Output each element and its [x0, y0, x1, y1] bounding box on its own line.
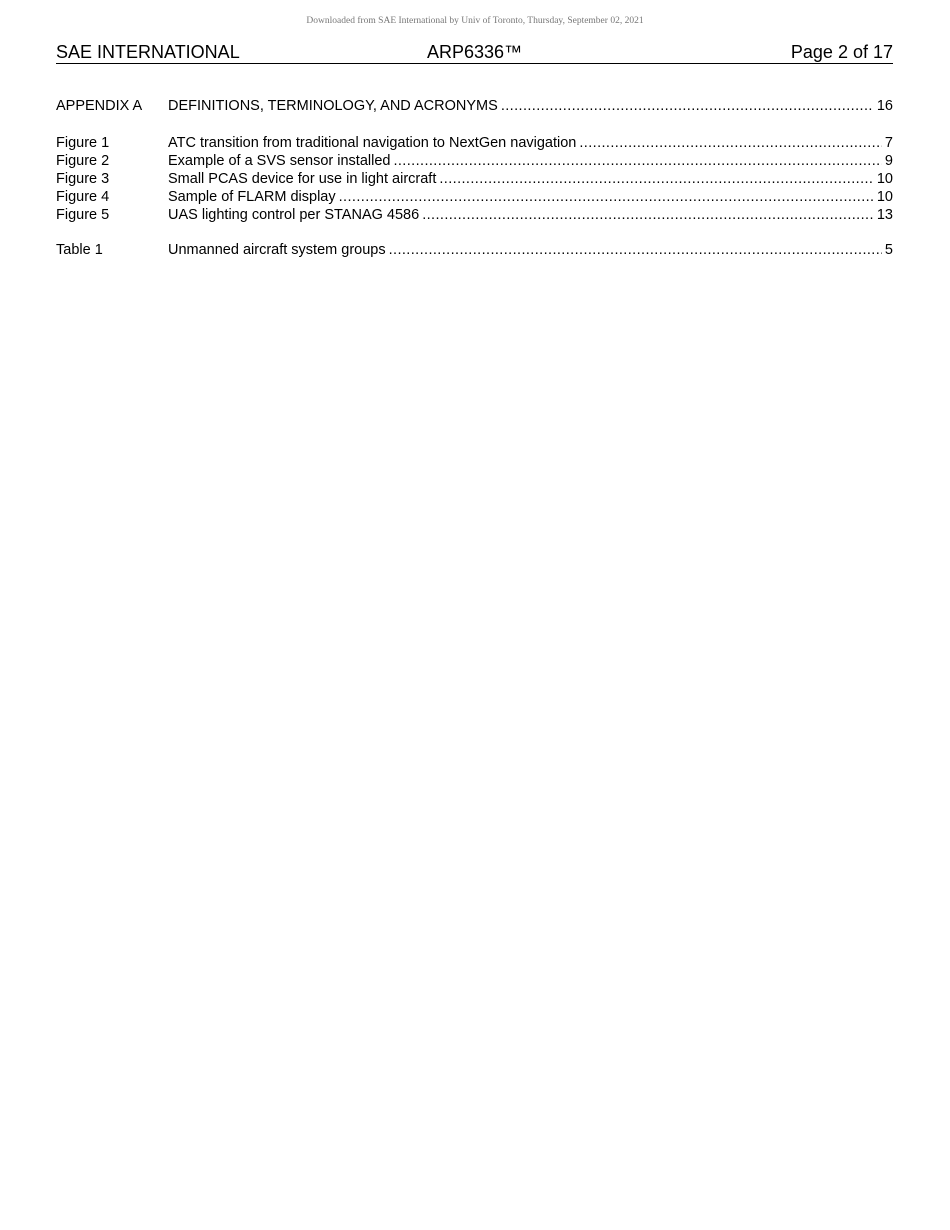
toc-entry-title: Unmanned aircraft system groups — [168, 242, 386, 258]
header-organization: SAE INTERNATIONAL — [56, 42, 240, 62]
toc-entry-page: 7 — [884, 135, 893, 151]
toc-entry[interactable] — [56, 241, 893, 259]
dot-leader — [422, 206, 874, 224]
toc-figures-section — [56, 134, 893, 224]
toc-entry-title: Small PCAS device for use in light aircraft — [168, 171, 437, 187]
toc-entry-label: APPENDIX A — [56, 98, 143, 114]
toc-entry-title: DEFINITIONS, TERMINOLOGY, AND ACRONYMS — [168, 98, 498, 114]
toc-entry[interactable] — [56, 170, 893, 188]
toc-entry-title: ATC transition from traditional navigation to NextGen navigation — [168, 135, 577, 151]
dot-leader — [439, 170, 874, 188]
toc-entry-label: Figure 1 — [56, 135, 110, 151]
download-watermark: Downloaded from SAE International by Univ of Toronto, Thursday, September 02, 2021 — [306, 16, 644, 26]
dot-leader — [501, 97, 874, 115]
toc-entry-page: 10 — [876, 189, 893, 205]
toc-entry-title: Example of a SVS sensor installed — [168, 153, 391, 169]
toc-entry-page: 9 — [884, 153, 893, 169]
toc-entry-title: UAS lighting control per STANAG 4586 — [168, 207, 420, 223]
toc-entry-page: 5 — [884, 242, 893, 258]
dot-leader — [389, 241, 882, 259]
toc-entry-label: Figure 2 — [56, 153, 110, 169]
dot-leader — [339, 188, 874, 206]
dot-leader — [393, 152, 881, 170]
toc-entry-page: 10 — [876, 171, 893, 187]
header-page-number: Page 2 of 17 — [790, 42, 893, 62]
toc-entry-label: Figure 5 — [56, 207, 110, 223]
page-header — [56, 42, 893, 64]
toc-entry-title: Sample of FLARM display — [168, 189, 336, 205]
toc-entry-label: Figure 4 — [56, 189, 110, 205]
header-document-id: ARP6336™ — [426, 42, 523, 62]
toc-appendix-section — [56, 97, 893, 115]
toc-entry-label: Table 1 — [56, 242, 103, 258]
toc-entry[interactable] — [56, 152, 893, 170]
toc-entry[interactable] — [56, 97, 893, 115]
toc-entry[interactable] — [56, 206, 893, 224]
toc-entry-label: Figure 3 — [56, 171, 110, 187]
toc-entry[interactable] — [56, 188, 893, 206]
toc-entry[interactable] — [56, 134, 893, 152]
dot-leader — [579, 134, 882, 152]
toc-tables-section — [56, 241, 893, 259]
toc-entry-page: 13 — [876, 207, 893, 223]
toc-entry-page: 16 — [876, 98, 893, 114]
